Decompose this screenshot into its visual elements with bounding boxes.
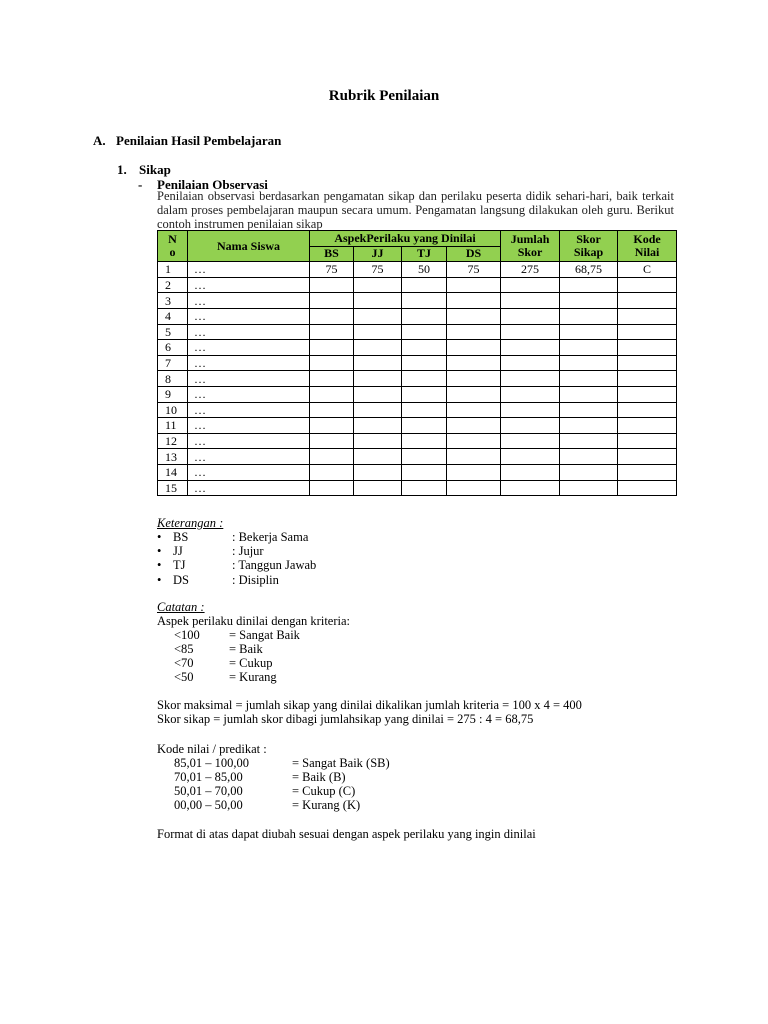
criteria-label: = Cukup (229, 656, 273, 670)
table-cell-nama: … (188, 293, 310, 309)
table-cell-ds (447, 386, 501, 402)
table-cell-no: 1 (158, 262, 188, 278)
table-row (158, 418, 677, 434)
criteria-range: <70 (174, 656, 194, 670)
catatan-heading (157, 600, 205, 615)
table-cell-jumlah (501, 464, 560, 480)
section-1-number: 1. (117, 162, 127, 177)
table-cell-kode (618, 402, 677, 418)
table-cell-kode (618, 386, 677, 402)
table-cell-tj (402, 293, 447, 309)
table-cell-kode (618, 371, 677, 387)
table-cell-jj (354, 418, 402, 434)
table-cell-skor (560, 308, 618, 324)
table-cell-no: 4 (158, 308, 188, 324)
table-cell-jumlah (501, 386, 560, 402)
table-cell-jj (354, 402, 402, 418)
table-cell-bs (310, 277, 354, 293)
kode-range: 00,00 – 50,00 (174, 798, 243, 812)
table-cell-jj (354, 340, 402, 356)
legend-code: BS (173, 530, 189, 544)
table-cell-no: 11 (158, 418, 188, 434)
header-bs: BS (310, 246, 354, 262)
section-a-label: Penilaian Hasil Pembelajaran (116, 133, 282, 148)
table-cell-jumlah (501, 480, 560, 496)
table-cell-no: 8 (158, 371, 188, 387)
table-cell-ds (447, 340, 501, 356)
catatan-heading-text: Catatan : (157, 600, 205, 614)
list-item (157, 573, 316, 587)
catatan-intro: Aspek perilaku dinilai dengan kriteria: (157, 614, 350, 628)
list-item (174, 670, 300, 684)
table-cell-skor (560, 355, 618, 371)
table-cell-kode (618, 293, 677, 309)
bullet: • (157, 544, 162, 559)
table-cell-nama: … (188, 418, 310, 434)
table-cell-jj (354, 293, 402, 309)
table-cell-kode (618, 324, 677, 340)
table-cell-skor (560, 324, 618, 340)
table-row (158, 340, 677, 356)
table-cell-nama: … (188, 433, 310, 449)
table-cell-bs (310, 293, 354, 309)
table-cell-skor (560, 464, 618, 480)
table-cell-nama: … (188, 449, 310, 465)
table-cell-tj (402, 418, 447, 434)
table-cell-ds (447, 308, 501, 324)
table-cell-nama: … (188, 262, 310, 278)
table-cell-ds (447, 418, 501, 434)
table-row (158, 371, 677, 387)
table-cell-kode (618, 433, 677, 449)
legend-desc: : Bekerja Sama (232, 530, 309, 544)
table-cell-nama: … (188, 308, 310, 324)
table-cell-kode (618, 480, 677, 496)
table-cell-bs (310, 418, 354, 434)
table-cell-nama: … (188, 402, 310, 418)
table-cell-ds: 75 (447, 262, 501, 278)
table-cell-jj (354, 433, 402, 449)
table-cell-tj (402, 340, 447, 356)
table-cell-bs (310, 449, 354, 465)
table-cell-ds (447, 324, 501, 340)
table-cell-skor (560, 418, 618, 434)
table-cell-no: 10 (158, 402, 188, 418)
section-a-number: A. (93, 133, 106, 148)
table-cell-nama: … (188, 340, 310, 356)
table-cell-skor (560, 433, 618, 449)
header-ds: DS (447, 246, 501, 262)
table-cell-nama: … (188, 464, 310, 480)
table-cell-jumlah (501, 371, 560, 387)
table-cell-ds (447, 464, 501, 480)
table-cell-tj (402, 449, 447, 465)
formula-max: Skor maksimal = jumlah sikap yang dinilai dikalikan jumlah kriteria = 100 x 4 = 400 (157, 698, 582, 712)
table-row (158, 293, 677, 309)
table-cell-jj (354, 324, 402, 340)
table-cell-no: 2 (158, 277, 188, 293)
table-cell-skor (560, 277, 618, 293)
section-1-heading (117, 162, 171, 178)
table-cell-jumlah (501, 355, 560, 371)
table-cell-tj (402, 355, 447, 371)
list-item (174, 756, 390, 770)
list-item (174, 770, 390, 784)
legend-desc: : Disiplin (232, 572, 279, 587)
table-cell-kode (618, 449, 677, 465)
criteria-list (174, 628, 300, 684)
table-cell-jumlah: 275 (501, 262, 560, 278)
table-cell-nama: … (188, 277, 310, 293)
table-cell-nama: … (188, 324, 310, 340)
table-cell-tj (402, 480, 447, 496)
list-item (157, 530, 316, 544)
table-cell-ds (447, 433, 501, 449)
keterangan-heading (157, 516, 223, 531)
table-cell-bs: 75 (310, 262, 354, 278)
table-cell-no: 15 (158, 480, 188, 496)
header-skor: Skor Sikap (560, 231, 618, 262)
table-cell-kode: C (618, 262, 677, 278)
table-row (158, 480, 677, 496)
kode-label: = Cukup (C) (292, 784, 356, 798)
table-cell-jumlah (501, 402, 560, 418)
table-cell-kode (618, 418, 677, 434)
subsection-label: Penilaian Observasi (157, 177, 268, 192)
legend-code: TJ (173, 558, 186, 573)
table-cell-no: 14 (158, 464, 188, 480)
header-kode: Kode Nilai (618, 231, 677, 262)
bullet: • (157, 572, 162, 587)
table-cell-ds (447, 293, 501, 309)
table-cell-no: 9 (158, 386, 188, 402)
criteria-range: <50 (174, 670, 194, 684)
table-cell-jj (354, 371, 402, 387)
observation-table (157, 230, 677, 496)
table-cell-jumlah (501, 418, 560, 434)
table-row (158, 277, 677, 293)
table-cell-jj (354, 308, 402, 324)
table-cell-jj: 75 (354, 262, 402, 278)
criteria-label: = Sangat Baik (229, 628, 300, 642)
legend-code: DS (173, 572, 189, 587)
table-cell-no: 6 (158, 340, 188, 356)
list-item (174, 642, 300, 656)
bullet: • (157, 558, 162, 573)
footer-note: Format di atas dapat diubah sesuai dengan aspek perilaku yang ingin dinilai (157, 827, 536, 841)
table-cell-jj (354, 355, 402, 371)
table-cell-bs (310, 480, 354, 496)
table-row (158, 402, 677, 418)
table-cell-skor (560, 480, 618, 496)
table-cell-jumlah (501, 449, 560, 465)
table-cell-bs (310, 340, 354, 356)
subsection-dash: - (138, 177, 143, 192)
table-cell-no: 5 (158, 324, 188, 340)
table-cell-bs (310, 355, 354, 371)
table-cell-nama: … (188, 371, 310, 387)
list-item (174, 628, 300, 642)
table-cell-bs (310, 386, 354, 402)
table-cell-skor (560, 293, 618, 309)
table-row (158, 386, 677, 402)
page-title: Rubrik Penilaian (328, 88, 440, 104)
table-cell-no: 3 (158, 293, 188, 309)
table-cell-skor (560, 340, 618, 356)
criteria-label: = Kurang (229, 670, 277, 684)
list-item (174, 798, 390, 812)
table-cell-kode (618, 355, 677, 371)
table-cell-tj (402, 386, 447, 402)
kode-heading: Kode nilai / predikat : (157, 742, 267, 756)
table-cell-bs (310, 371, 354, 387)
table-cell-tj (402, 402, 447, 418)
table-cell-kode (618, 340, 677, 356)
table-cell-nama: … (188, 355, 310, 371)
table-row (158, 262, 677, 278)
header-nama: Nama Siswa (188, 231, 310, 262)
kode-label: = Kurang (K) (292, 798, 361, 812)
table-cell-bs (310, 464, 354, 480)
table-cell-tj (402, 464, 447, 480)
table-row (158, 324, 677, 340)
criteria-range: <100 (174, 628, 200, 642)
legend-desc: : Tanggun Jawab (232, 558, 317, 573)
table-cell-tj (402, 371, 447, 387)
table-cell-tj: 50 (402, 262, 447, 278)
section-a-heading (93, 133, 281, 149)
kode-label: = Sangat Baik (SB) (292, 756, 390, 770)
table-cell-jj (354, 464, 402, 480)
table-cell-jj (354, 386, 402, 402)
table-row (158, 355, 677, 371)
legend-desc: : Jujur (232, 544, 264, 559)
table-cell-tj (402, 308, 447, 324)
table-cell-skor (560, 386, 618, 402)
table-cell-skor (560, 402, 618, 418)
kode-list (174, 756, 390, 812)
list-item (174, 784, 390, 798)
table-cell-nama: … (188, 480, 310, 496)
legend-code: JJ (173, 544, 183, 559)
formula-skor: Skor sikap = jumlah skor dibagi jumlahsikap yang dinilai = 275 : 4 = 68,75 (157, 712, 534, 726)
table-cell-kode (618, 308, 677, 324)
table-cell-bs (310, 308, 354, 324)
table-cell-bs (310, 433, 354, 449)
table-cell-bs (310, 324, 354, 340)
table-row (158, 433, 677, 449)
table-cell-ds (447, 277, 501, 293)
table-row (158, 464, 677, 480)
table-cell-ds (447, 449, 501, 465)
table-cell-jumlah (501, 340, 560, 356)
table-cell-jumlah (501, 277, 560, 293)
kode-range: 50,01 – 70,00 (174, 784, 243, 798)
section-1-label: Sikap (139, 162, 171, 177)
table-cell-skor: 68,75 (560, 262, 618, 278)
table-cell-jumlah (501, 433, 560, 449)
table-cell-kode (618, 464, 677, 480)
header-jj: JJ (354, 246, 402, 262)
table-cell-ds (447, 371, 501, 387)
table-cell-no: 7 (158, 355, 188, 371)
bullet: • (157, 530, 162, 544)
header-tj: TJ (402, 246, 447, 262)
intro-paragraph: Penilaian observasi berdasarkan pengamatan sikap dan perilaku peserta didik sehari-hari, baik terkait dalam proses pembelajaran maupun secara umum. Pengamatan langsung dilakukan oleh guru. Berikut contoh instrumen penilaian sikap (157, 189, 674, 231)
kode-range: 85,01 – 100,00 (174, 756, 249, 770)
kode-range: 70,01 – 85,00 (174, 770, 243, 784)
table-cell-jj (354, 480, 402, 496)
keterangan-heading-text: Keterangan : (157, 516, 224, 530)
table-cell-ds (447, 355, 501, 371)
table-cell-jumlah (501, 324, 560, 340)
table-cell-no: 12 (158, 433, 188, 449)
table-cell-bs (310, 402, 354, 418)
table-cell-ds (447, 480, 501, 496)
header-aspek: AspekPerilaku yang Dinilai (310, 231, 501, 247)
list-item (157, 558, 316, 572)
table-cell-skor (560, 371, 618, 387)
table-cell-jumlah (501, 293, 560, 309)
header-jumlah: Jumlah Skor (501, 231, 560, 262)
criteria-label: = Baik (229, 642, 263, 656)
kode-label: = Baik (B) (292, 770, 346, 784)
table-cell-tj (402, 277, 447, 293)
table-cell-nama: … (188, 386, 310, 402)
list-item (157, 544, 316, 558)
table-cell-jumlah (501, 308, 560, 324)
table-row (158, 449, 677, 465)
table-cell-tj (402, 324, 447, 340)
table-cell-jj (354, 449, 402, 465)
keterangan-list (157, 530, 316, 587)
list-item (174, 656, 300, 670)
criteria-range: <85 (174, 642, 194, 656)
header-no: N o (158, 231, 188, 262)
table-cell-ds (447, 402, 501, 418)
table-cell-no: 13 (158, 449, 188, 465)
table-cell-kode (618, 277, 677, 293)
table-row (158, 308, 677, 324)
table-cell-jj (354, 277, 402, 293)
table-cell-skor (560, 449, 618, 465)
table-cell-tj (402, 433, 447, 449)
